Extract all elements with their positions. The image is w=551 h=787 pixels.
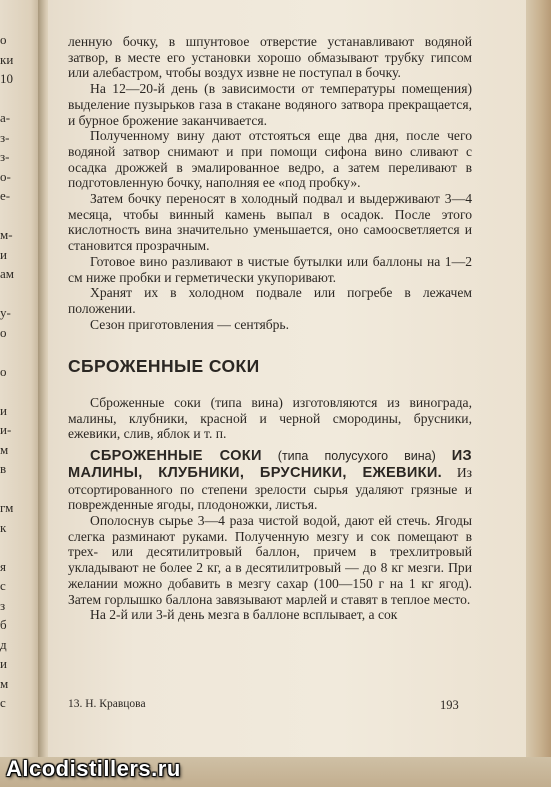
recipe-paragraph: На 2-й или 3-й день мезга в баллоне всплывает, а сок	[90, 607, 398, 623]
recipe-intro	[68, 448, 472, 513]
recipe-title-ingredients: ИЗ МАЛИНЫ, КЛУБНИКИ, БРУСНИКИ, ЕЖЕВИКИ.	[68, 448, 472, 481]
page-edge-right	[526, 0, 551, 787]
paragraph: Готовое вино разливают в чистые бутылки или баллоны на 1—2 см ниже пробки и герметически укупоривают.	[68, 253, 472, 285]
previous-page-margin-text: о ки 10 а- з- з- о- е- м- и ам у- о о и и- м в гм к я с з б д и м с	[0, 32, 14, 710]
paragraph: На 12—20-й день (в зависимости от температуры помещения) выделение пузырьков газа в стакане водяного затвора прекращается, и бурное брожение заканчивается.	[68, 81, 472, 128]
recipe-title: СБРОЖЕННЫЕ СОКИ	[90, 448, 262, 465]
paragraph: Полученному вину дают отстояться еще два дня, после чего водяной затвор снимают и при помощи сифона вино сливают с осадка дрожжей в эмалированное ведро, а затем переливают в подготовленную бочку, наполняя ее «под пробку».	[68, 128, 472, 191]
paragraph: Хранят их в холодном подвале или погребе в лежачем положении.	[68, 285, 472, 316]
section-intro: Сброженные соки (типа вина) изготовляются из винограда, малины, клубники, красной и черной смородины, брусники, ежевики, слив, яблок и т. п.	[68, 395, 472, 442]
paragraph: Затем бочку переносят в холодный подвал и выдерживают 3—4 месяца, чтобы винный камень выпал в осадок. После этого кислотность вина значительно уменьшается, оно самоосветляется и становится прозрачным.	[68, 191, 472, 254]
paragraph-continuation: ленную бочку, в шпунтовое отверстие устанавливают водяной затвор, в месте его установки хорошо обмазывают трубку гипсом или алебастром, чтобы воздух извне не поступал в бочку.	[68, 34, 472, 81]
page-body	[68, 34, 472, 623]
paragraph: Сезон приготовления — сентябрь.	[90, 316, 290, 332]
section-heading: СБРОЖЕННЫЕ СОКИ	[68, 356, 260, 377]
recipe-title-subtitle: (типа полусухого вина)	[277, 449, 436, 464]
page-number: 193	[440, 698, 459, 712]
footer-signature: 13. Н. Кравцова	[68, 698, 146, 710]
recipe-paragraph: Ополоснув сырье 3—4 раза чистой водой, дают ей стечь. Ягоды слегка разминают руками. Полученную мезгу и сок помещают в трех- или десятилитровый баллон, причем в трехлитровый укладывают не более 2 кг, а в десятилитровый — до 8 кг мезги. При желании можно добавить в мезгу сахар (100—150 г на 1 кг ягод). Затем горлышко баллона завязывают марлей и ставят в теплое место.	[68, 512, 472, 607]
watermark: Alcodistillers.ru	[6, 756, 181, 781]
recipe-lead-text: Из отсортированного по степени зрелости сырья удаляют грязные и поврежденные ягоды, плодоножки, листья.	[68, 464, 472, 513]
